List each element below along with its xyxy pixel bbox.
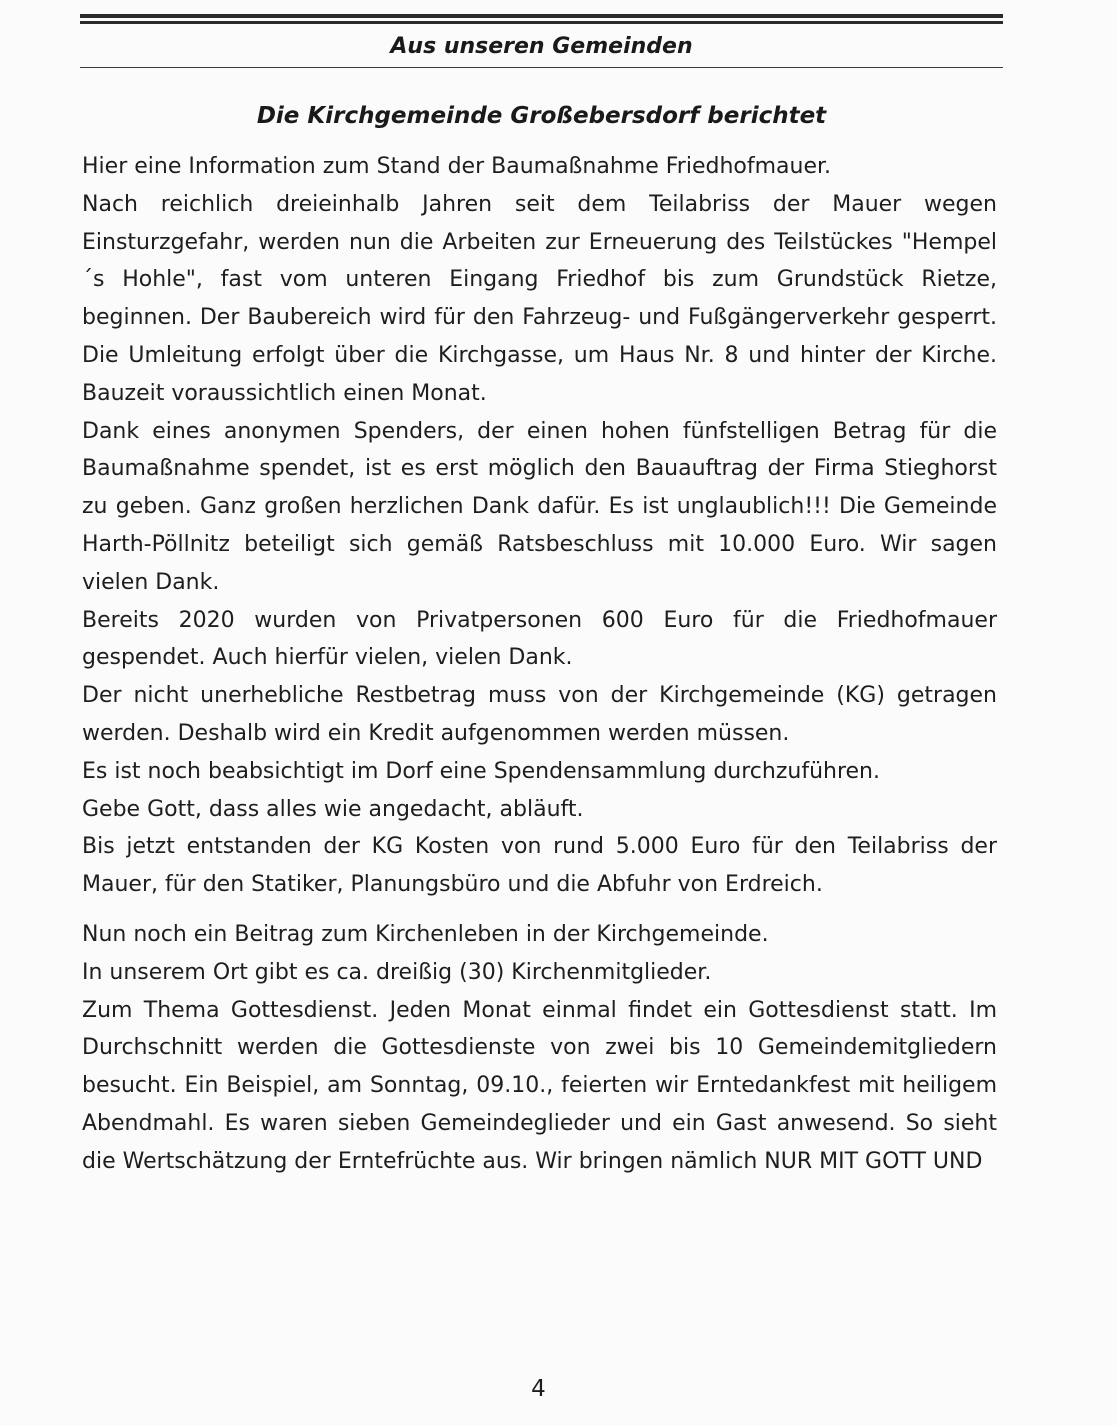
page-number: 4 [531, 1376, 546, 1402]
top-rule-thick [80, 14, 1003, 18]
paragraph-services: Zum Thema Gottesdienst. Jeden Monat einmal findet ein Gottesdienst statt. Im Durchschnitt werden die Gottesdienste von zwei bis 10 Gemeindemitgliedern besucht. Ein Beispiel, am Sonntag, 09.10., feierten wir Erntedankfest mit heiligem Abendmahl. Es waren sieben Gemeindeglieder und ein Gast anwesend. So sieht die Wertschätzung der Erntefrüchte aus. Wir bringen nämlich NUR MIT GOTT UND [82, 997, 997, 1174]
paragraph-blessing: Gebe Gott, dass alles wie angedacht, abläuft. [82, 796, 584, 822]
article-body [82, 148, 997, 1181]
paragraph-costs: Bis jetzt entstanden der KG Kosten von rund 5.000 Euro für den Teilabriss der Mauer, für den Statiker, Planungsbüro und die Abfuhr von Erdreich. [82, 834, 997, 898]
top-double-rule [80, 14, 1003, 26]
paragraph-collection: Es ist noch beabsichtigt im Dorf eine Spendensammlung durchzuführen. [82, 758, 880, 784]
paragraph-intro: Hier eine Information zum Stand der Baumaßnahme Friedhofmauer. [82, 154, 831, 179]
section-heading: Aus unseren Gemeinden [390, 34, 693, 59]
paragraph-church-life: Nun noch ein Beitrag zum Kirchenleben in der Kirchgemeinde. [82, 921, 769, 947]
paragraph-donor: Dank eines anonymen Spenders, der einen hohen fünfstelligen Betrag für die Baumaßnahme spendet, ist es erst möglich den Bauauftrag der Firma Stieghorst zu geben. Ganz großen herzlichen Dank dafür. Es ist unglaublich!!! Die Gemeinde Harth-Pöllnitz beteiligt sich gemäß Ratsbeschluss mit 10.000 Euro. Wir sagen vielen Dank. [82, 418, 997, 595]
heading-underline [80, 67, 1003, 68]
paragraph-private-donations: Bereits 2020 wurden von Privatpersonen 600 Euro für die Friedhofmauer gespendet. Auch hierfür vielen, vielen Dank. [82, 607, 997, 671]
paragraph-construction: Nach reichlich dreieinhalb Jahren seit dem Teilabriss der Mauer wegen Einsturzgefahr, werden nun die Arbeiten zur Erneuerung des Teilstückes "Hempel´s Hohle", fast vom unteren Eingang Friedhof bis zum Grundstück Rietze, beginnen. Der Baubereich wird für den Fahrzeug- und Fußgängerverkehr gesperrt. Die Umleitung erfolgt über die Kirchgasse, um Haus Nr. 8 und hinter der Kirche. Bauzeit voraussichtlich einen Monat. [82, 191, 997, 406]
paragraph-remaining-amount: Der nicht unerhebliche Restbetrag muss von der Kirchgemeinde (KG) getragen werden. Deshalb wird ein Kredit aufgenommen werden müssen. [82, 683, 997, 746]
article-title: Die Kirchgemeinde Großebersdorf berichtet [256, 103, 827, 129]
paragraph-members: In unserem Ort gibt es ca. dreißig (30) Kirchenmitglieder. [82, 959, 712, 985]
top-rule-thin [80, 21, 1003, 24]
